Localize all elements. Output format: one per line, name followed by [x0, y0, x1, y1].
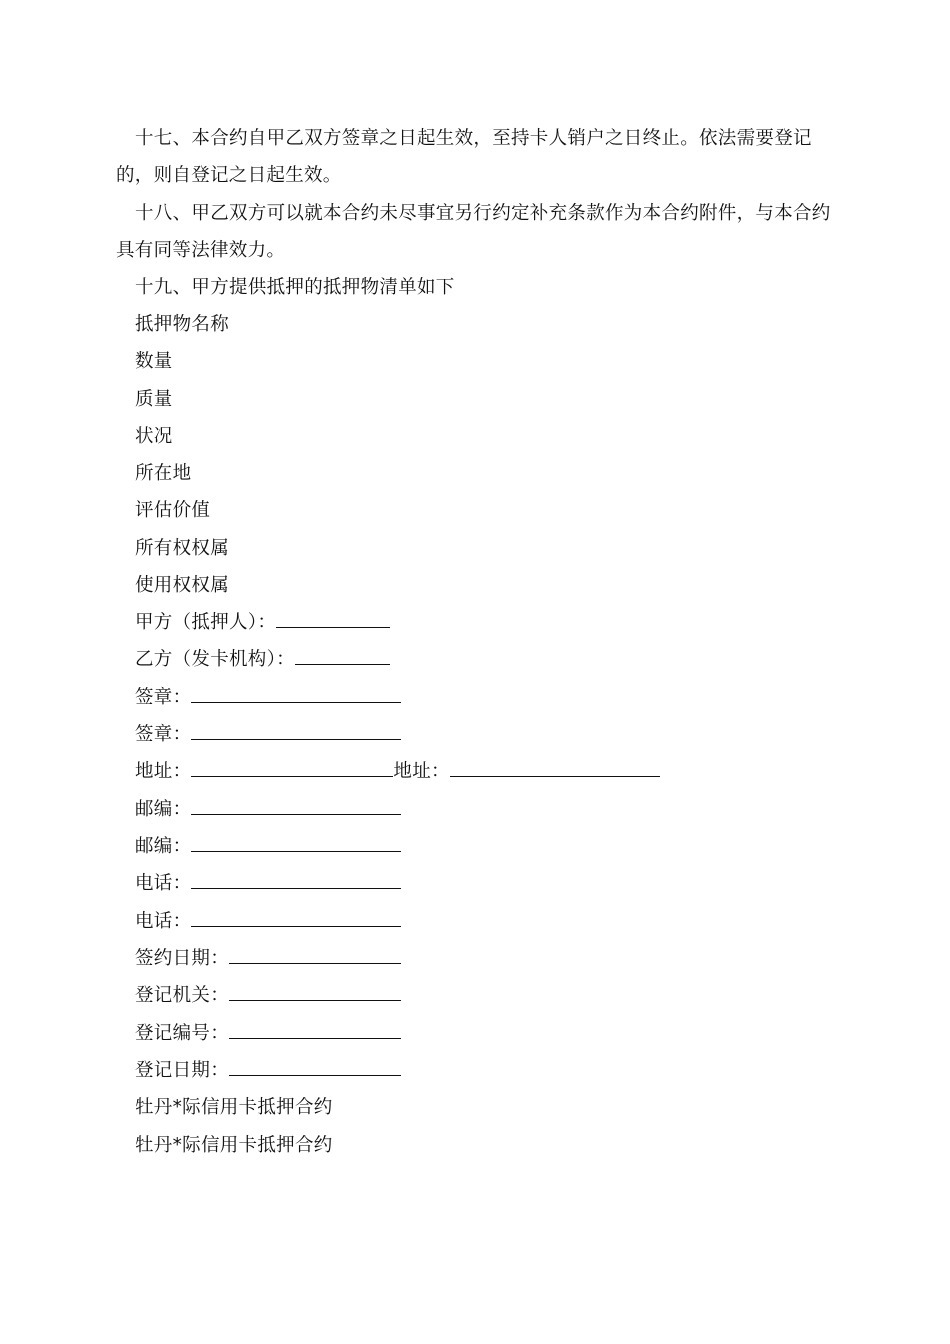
footer-title-2: 牡丹*际信用卡抵押合约	[135, 1135, 333, 1156]
party-b-field	[135, 648, 390, 672]
collateral-name-label: 抵押物名称	[135, 314, 230, 335]
reg-date-label: 登记日期：	[135, 1060, 230, 1081]
postcode-b-blank[interactable]	[191, 835, 401, 852]
reg-date-blank[interactable]	[229, 1059, 401, 1076]
clause-17: 十七、本合约自甲乙双方签章之日起生效，至持卡人销户之日终止。依法需要登记的，则自登记之日起生效。	[116, 128, 812, 186]
postcode-b-label: 邮编：	[135, 836, 192, 857]
address-b-blank[interactable]	[450, 760, 660, 777]
party-b-label: 乙方（发卡机构）：	[135, 649, 295, 670]
reg-number-blank[interactable]	[229, 1022, 401, 1039]
reg-number-label: 登记编号：	[135, 1023, 230, 1044]
address-a-label: 地址：	[135, 761, 192, 782]
sign-date-field	[135, 947, 401, 971]
collateral-ownership-label: 所有权权属	[135, 538, 230, 559]
seal-b-field	[135, 723, 401, 747]
collateral-quantity-label: 数量	[135, 351, 173, 372]
collateral-condition-label: 状况	[135, 426, 173, 447]
clause-19: 十九、甲方提供抵押的抵押物清单如下	[135, 277, 455, 298]
party-a-label: 甲方（抵押人）：	[135, 612, 277, 633]
sign-date-label: 签约日期：	[135, 948, 230, 969]
collateral-valuation-label: 评估价值	[135, 500, 211, 521]
address-a-blank[interactable]	[191, 760, 393, 777]
party-b-blank[interactable]	[295, 648, 390, 665]
phone-b-field	[135, 910, 401, 934]
reg-date-field	[135, 1059, 401, 1083]
clause-18: 十八、甲乙双方可以就本合约未尽事宜另行约定补充条款作为本合约附件，与本合约具有同等法律效力。	[116, 203, 831, 261]
postcode-b-field	[135, 835, 401, 859]
address-field	[135, 760, 660, 784]
address-b-label: 地址：	[393, 761, 450, 782]
postcode-a-blank[interactable]	[191, 798, 401, 815]
seal-a-label: 签章：	[135, 687, 192, 708]
postcode-a-label: 邮编：	[135, 799, 192, 820]
footer-title-1: 牡丹*际信用卡抵押合约	[135, 1097, 333, 1118]
party-a-blank[interactable]	[276, 611, 390, 628]
collateral-quality-label: 质量	[135, 389, 173, 410]
phone-a-blank[interactable]	[191, 872, 401, 889]
seal-b-blank[interactable]	[191, 723, 401, 740]
collateral-use-right-label: 使用权权属	[135, 575, 230, 596]
seal-a-field	[135, 686, 401, 710]
phone-b-label: 电话：	[135, 911, 192, 932]
phone-b-blank[interactable]	[191, 910, 401, 927]
reg-number-field	[135, 1022, 401, 1046]
seal-a-blank[interactable]	[191, 686, 401, 703]
party-a-field	[135, 611, 390, 635]
reg-authority-field	[135, 984, 401, 1008]
postcode-a-field	[135, 798, 401, 822]
collateral-location-label: 所在地	[135, 463, 192, 484]
seal-b-label: 签章：	[135, 724, 192, 745]
sign-date-blank[interactable]	[229, 947, 401, 964]
reg-authority-blank[interactable]	[229, 984, 401, 1001]
reg-authority-label: 登记机关：	[135, 985, 230, 1006]
phone-a-field	[135, 872, 401, 896]
phone-a-label: 电话：	[135, 873, 192, 894]
